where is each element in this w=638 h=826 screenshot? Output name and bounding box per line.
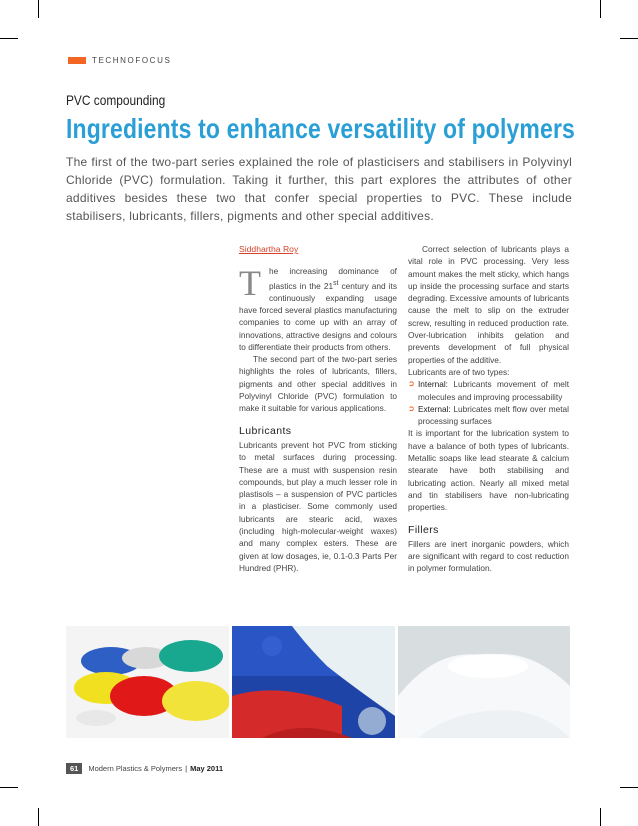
kicker: PVC compounding <box>66 92 166 108</box>
crop-mark <box>600 808 601 826</box>
author-byline: Siddhartha Roy <box>239 244 299 254</box>
bullet-arrow-icon: ➲ <box>408 403 415 413</box>
subheading-fillers: Fillers <box>408 523 439 536</box>
column-2 <box>408 243 569 575</box>
section-tag-bar <box>68 57 86 64</box>
magazine-name: Modern Plastics & Polymers <box>88 764 183 773</box>
crop-mark <box>38 0 39 18</box>
paragraph-2: The second part of the two-part series highlights the roles of lubricants, fillers, pigments and other special additives in Polyvinyl Chloride (PVC) formulation to make it suitable for various applications. <box>239 354 397 414</box>
footer-separator: | <box>185 764 188 773</box>
paragraph-6: Fillers are inert inorganic powders, which are significant with regard to cost reduction in polymer formulation. <box>408 538 569 574</box>
photo-colored-granules <box>66 626 229 738</box>
superscript: st <box>333 279 339 287</box>
page-title: Ingredients to enhance versatility of polymers <box>66 113 575 144</box>
photo-pvc-granules <box>232 626 395 738</box>
bullet-text: Lubricates melt flow over metal processing surfaces <box>418 403 569 427</box>
paragraph-1-rest: century and its continuously expanding usage have forced several plastics manufacturing companies to come up with an array of innovations, attractive designs and colours to differentiate their products from others. <box>239 280 397 352</box>
crop-mark <box>600 0 601 18</box>
page-number: 61 <box>66 763 82 774</box>
page-footer <box>66 763 223 774</box>
issue-date: May 2011 <box>190 764 224 773</box>
paragraph-1-lead: he increasing dominance of plastics in the 21 <box>269 266 397 291</box>
paragraph-5: It is important for the lubrication system to have a balance of both types of lubricants. Metallic soaps like lead stearate & calcium stearate have both stabilising and lubricating action. Nearly all mixed metal and tin stabilisers have non-lubricating properties. <box>408 428 569 513</box>
paragraph-3: Lubricants prevent hot PVC from sticking to metal surfaces during processing. These are a must with suspension resin compounds, but play a much lesser role in plastisols – a suspension of PVC particles in a plasticiser. Some commonly used lubricants are stearic acid, waxes (including high-molecular-weight waxes) and many complex esters. These are given at low dosages, ie, 0.1-0.3 Parts Per Hundred (PHR). <box>239 439 397 573</box>
subheading-lubricants: Lubricants <box>239 424 292 437</box>
bullet-label: Internal: <box>418 379 448 390</box>
intro-paragraph: The first of the two-part series explained the role of plasticisers and stabilisers in Polyvinyl Chloride (PVC) formulation. Taking it further, this part explores the attributes of other additives besides these two that confer special properties to PVC. These include stabilisers, lubricants, fillers, pigments and other special additives. <box>66 155 572 223</box>
crop-mark <box>620 38 638 39</box>
list-item <box>408 403 569 428</box>
paragraph-1 <box>239 265 397 353</box>
types-intro: Lubricants are of two types: <box>408 366 510 377</box>
column-1 <box>239 243 397 574</box>
list-item <box>408 378 569 403</box>
section-tag <box>68 55 171 65</box>
crop-mark <box>0 38 18 39</box>
crop-mark <box>620 787 638 788</box>
paragraph-4: Correct selection of lubricants plays a vital role in PVC processing. Very less amount makes the melt sticky, which hangs up inside the processing surface and starts degrading. Excessive amounts of lubricants cause the melt to slip on the extruder screw, resulting in reduced production rate. Over-lubrication inhibits gelation and prevents development of full physical properties of the additive. <box>408 244 569 365</box>
crop-mark <box>0 787 18 788</box>
drop-cap: T <box>239 263 261 304</box>
bullet-label: External: <box>418 403 451 414</box>
crop-mark <box>38 808 39 826</box>
photo-white-filler-powder <box>398 626 570 738</box>
bullet-text: Lubricants movement of melt molecules and improving processability <box>418 379 569 402</box>
section-label: TECHNOFOCUS <box>92 55 172 65</box>
bullet-arrow-icon: ➲ <box>408 379 415 389</box>
